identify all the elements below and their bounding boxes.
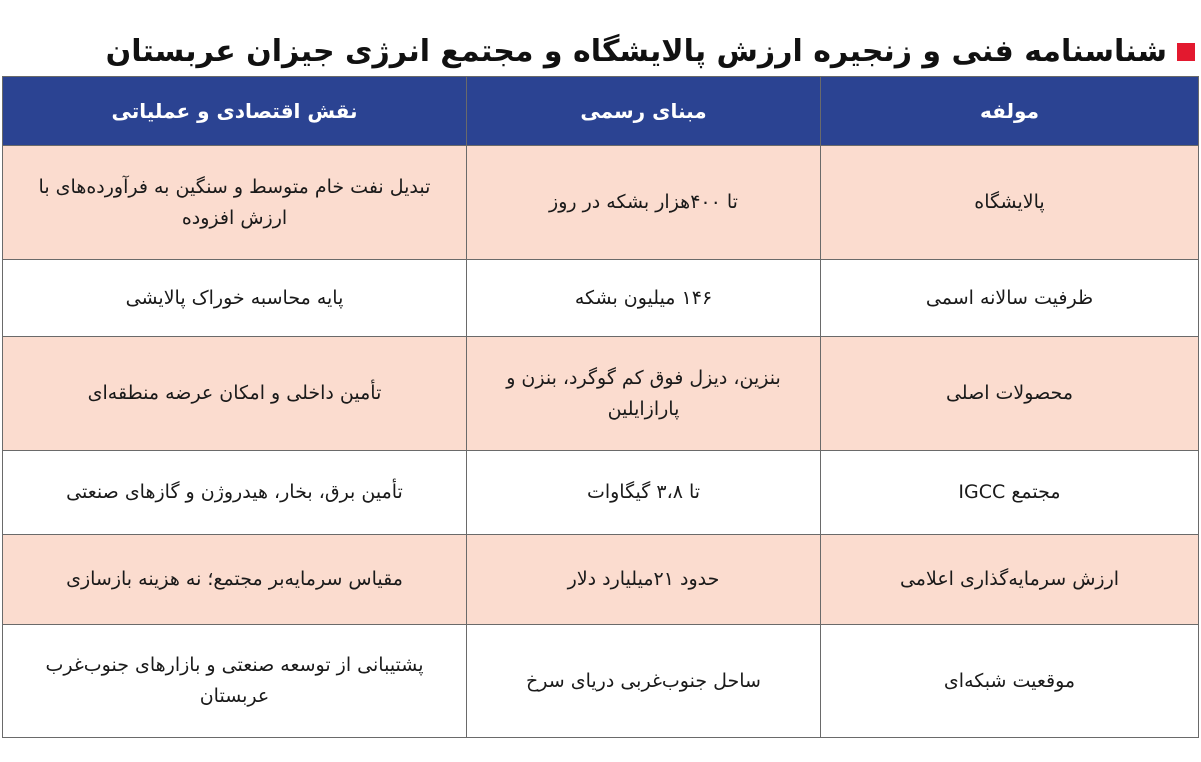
cell-component: ارزش سرمایه‌گذاری اعلامی [821, 535, 1199, 625]
cell-official-basis: حدود ۲۱میلیارد دلار [467, 535, 821, 625]
table-row [3, 146, 1199, 260]
table-header-row [3, 77, 1199, 146]
cell-component: محصولات اصلی [821, 337, 1199, 451]
cell-economic-role: پشتیبانی از توسعه صنعتی و بازارهای جنوب‌غرب عربستان [3, 625, 467, 738]
cell-component: موقعیت شبکه‌ای [821, 625, 1199, 738]
cell-economic-role: پایه محاسبه خوراک پالایشی [3, 260, 467, 337]
table-row [3, 535, 1199, 625]
data-table-wrapper [2, 76, 1198, 738]
cell-official-basis: بنزین، دیزل فوق کم گوگرد، بنزن و پارازایلین [467, 337, 821, 451]
cell-economic-role: مقیاس سرمایه‌بر مجتمع؛ نه هزینه بازسازی [3, 535, 467, 625]
cell-economic-role: تأمین برق، بخار، هیدروژن و گازهای صنعتی [3, 451, 467, 535]
title-bar [6, 30, 1195, 74]
table-row [3, 625, 1199, 738]
table-row [3, 451, 1199, 535]
cell-economic-role: تبدیل نفت خام متوسط و سنگین به فرآورده‌های با ارزش افزوده [3, 146, 467, 260]
header-official-basis: مبنای رسمی [467, 77, 821, 146]
cell-component: ظرفیت سالانه اسمی [821, 260, 1199, 337]
header-component: مولفه [821, 77, 1199, 146]
table-row [3, 337, 1199, 451]
table-row [3, 260, 1199, 337]
header-economic-role: نقش اقتصادی و عملیاتی [3, 77, 467, 146]
cell-component: پالایشگاه [821, 146, 1199, 260]
cell-official-basis: ساحل جنوب‌غربی دریای سرخ [467, 625, 821, 738]
page-title: شناسنامه فنی و زنجیره ارزش پالایشگاه و مجتمع انرژی جیزان عربستان [105, 34, 1167, 69]
cell-official-basis: تا ۴۰۰هزار بشکه در روز [467, 146, 821, 260]
cell-official-basis: ۱۴۶ میلیون بشکه [467, 260, 821, 337]
cell-official-basis: تا ۳،۸ گیگاوات [467, 451, 821, 535]
cell-component: مجتمع IGCC [821, 451, 1199, 535]
data-table [2, 76, 1199, 738]
title-marker-icon [1177, 43, 1195, 61]
cell-economic-role: تأمین داخلی و امکان عرضه منطقه‌ای [3, 337, 467, 451]
